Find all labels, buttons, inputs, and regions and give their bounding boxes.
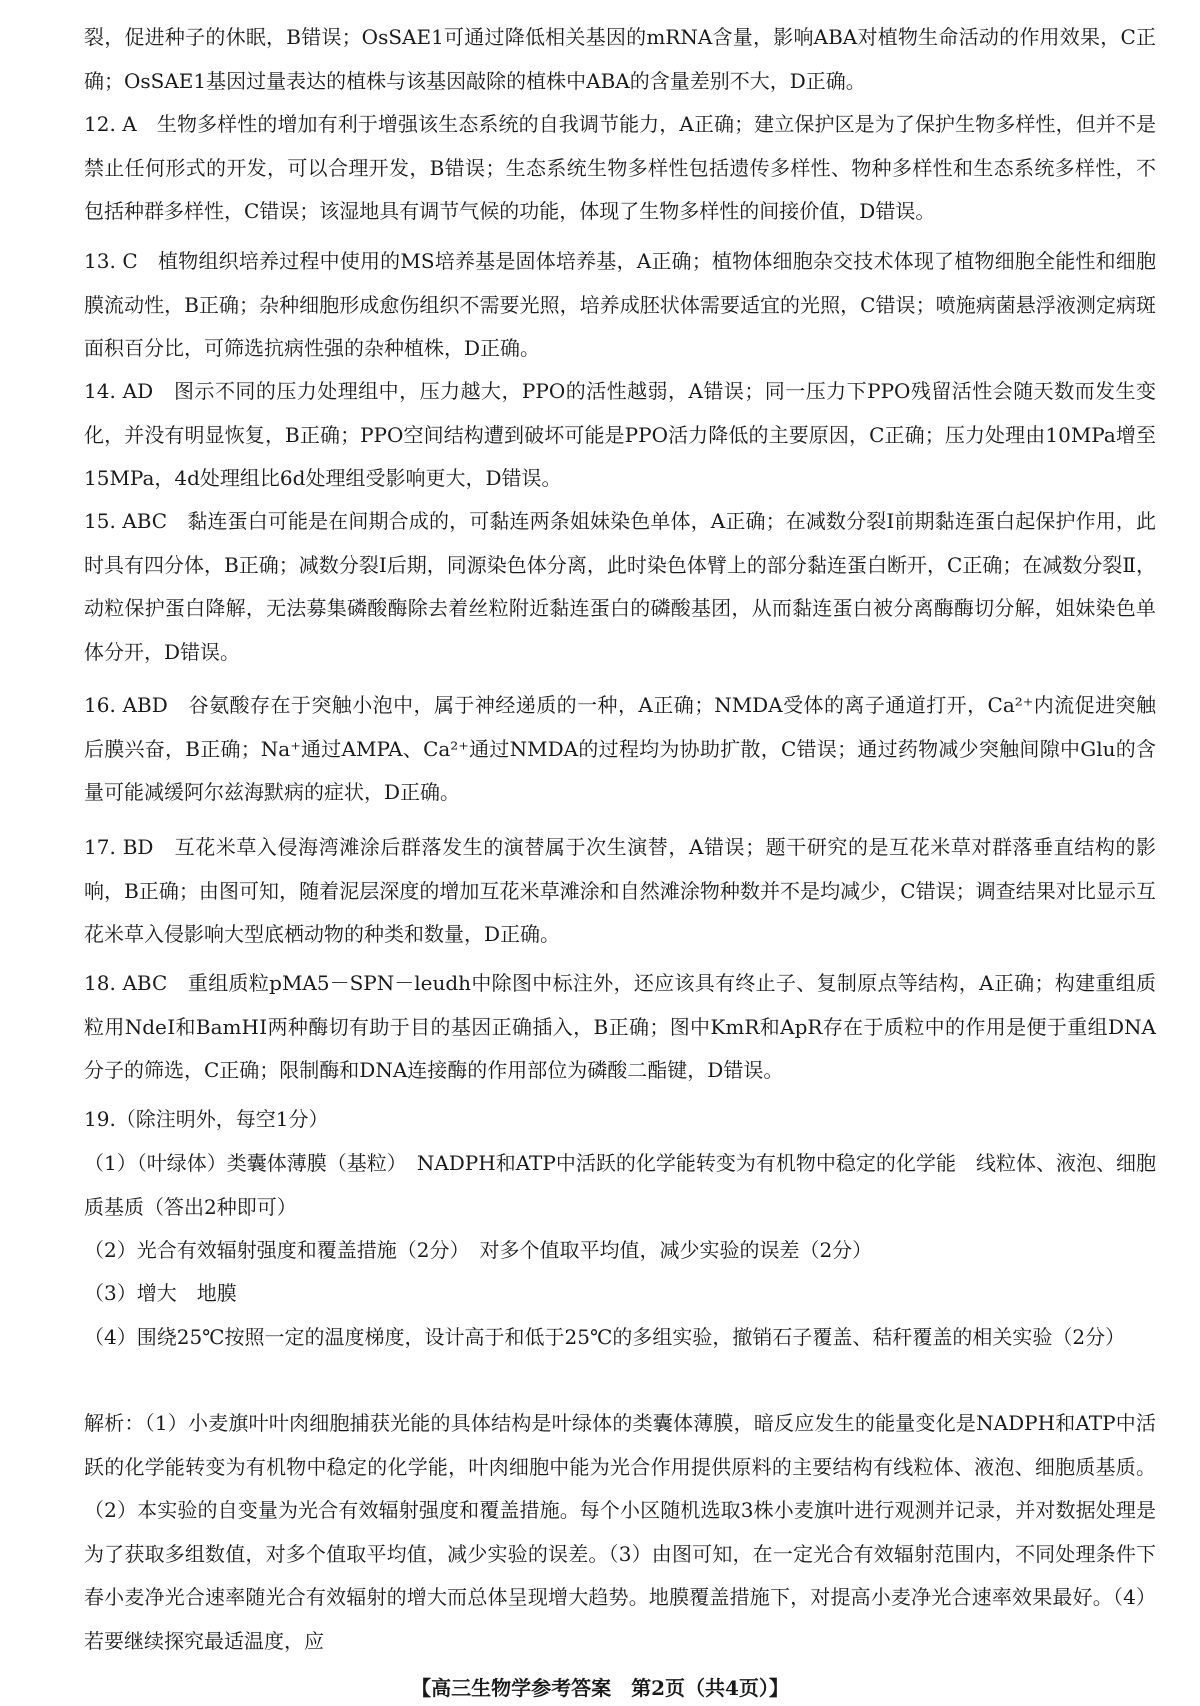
q11-continuation: 裂，促进种子的休眠，B错误；OsSAE1可通过降低相关基因的mRNA含量，影响ABA对植物生命活动的作用效果，C正确；OsSAE1基因过量表达的植株与该基因敲除的植株中ABA的含量差别不大，D正确。 [84,25,1156,93]
q15-answer: 15. ABC 黏连蛋白可能是在间期合成的，可黏连两条姐妹染色单体，A正确；在减数分裂Ⅰ前期黏连蛋白起保护作用，此时具有四分体，B正确；减数分裂Ⅰ后期，同源染色体分离，此时染色体臂上的部分黏连蛋白断开，C正确；在减数分裂Ⅱ，动粒保护蛋白降解，无法募集磷酸酶除去着丝粒附近黏连蛋白的磷酸基团，从而黏连蛋白被分离酶酶切分解，姐妹染色单体分开，D错误。 [84,509,1156,664]
q19-answer-2: （2）光合有效辐射强度和覆盖措施（2分） 对多个值取平均值，减少实验的误差（2分） [84,1238,873,1262]
q17-answer: 17. BD 互花米草入侵海湾滩涂后群落发生的演替属于次生演替，A错误；题干研究的是互花米草对群落垂直结构的影响，B正确；由图可知，随着泥层深度的增加互花米草滩涂和自然滩涂物种数并不是均减少，C错误；调查结果对比显示互花米草入侵影响大型底栖动物的种类和数量，D正确。 [84,835,1156,946]
q12-answer: 12. A 生物多样性的增加有利于增强该生态系统的自我调节能力，A正确；建立保护区是为了保护生物多样性，但并不是禁止任何形式的开发，可以合理开发，B错误；生态系统生物多样性包括遗传多样性、物种多样性和生态系统多样性，不包括种群多样性，C错误；该湿地具有调节气候的功能，体现了生物多样性的间接价值，D错误。 [84,112,1156,223]
q16-answer: 16. ABD 谷氨酸存在于突触小泡中，属于神经递质的一种，A正确；NMDA受体的离子通道打开，Ca²⁺内流促进突触后膜兴奋，B正确；Na⁺通过AMPA、Ca²⁺通过NMDA的过程均为协助扩散，C错误；通过药物减少突触间隙中Glu的含量可能减缓阿尔兹海默病的症状，D正确。 [84,693,1156,804]
q19-heading: 19.（除注明外，每空1分） [84,1107,329,1131]
q19-answer-1: （1）（叶绿体）类囊体薄膜（基粒） NADPH和ATP中活跃的化学能转变为有机物中稳定的化学能 线粒体、液泡、细胞质基质（答出2种即可） [84,1151,1156,1219]
q18-answer: 18. ABC 重组质粒pMA5－SPN－leudh中除图中标注外，还应该具有终止子、复制原点等结构，A正确；构建重组质粒用NdeⅠ和BamHⅠ两种酶切有助于目的基因正确插入，B正确；图中KmR和ApR存在于质粒中的作用是便于重组DNA分子的筛选，C正确；限制酶和DNA连接酶的作用部位为磷酸二酯键，D错误。 [84,971,1156,1082]
q19-explanation: 解析：（1）小麦旗叶叶肉细胞捕获光能的具体结构是叶绿体的类囊体薄膜，暗反应发生的能量变化是NADPH和ATP中活跃的化学能转变为有机物中稳定的化学能，叶肉细胞中能为光合作用提供原料的主要结构有线粒体、液泡、细胞质基质。（2）本实验的自变量为光合有效辐射强度和覆盖措施。每个小区随机选取3株小麦旗叶进行观测并记录，并对数据处理是为了获取多组数值，对多个值取平均值，减少实验的误差。（3）由图可知，在一定光合有效辐射范围内，不同处理条件下春小麦净光合速率随光合有效辐射的增大而总体呈现增大趋势。地膜覆盖措施下，对提高小麦净光合速率效果最好。（4）若要继续探究最适温度，应 [84,1411,1156,1653]
q13-answer: 13. C 植物组织培养过程中使用的MS培养基是固体培养基，A正确；植物体细胞杂交技术体现了植物细胞全能性和细胞膜流动性，B正确；杂种细胞形成愈伤组织不需要光照，培养成胚状体需要适宜的光照，C错误；喷施病菌悬浮液测定病斑面积百分比，可筛选抗病性强的杂种植株，D正确。 [84,249,1156,360]
q19-answer-4: （4）围绕25℃按照一定的温度梯度，设计高于和低于25℃的多组实验，撤销石子覆盖、秸秆覆盖的相关实验（2分） [84,1325,1126,1349]
q14-answer: 14. AD 图示不同的压力处理组中，压力越大，PPO的活性越弱，A错误；同一压力下PPO残留活性会随天数而发生变化，并没有明显恢复，B正确；PPO空间结构遭到破坏可能是PPO活力降低的主要原因，C正确；压力处理由10MPa增至15MPa，4d处理组比6d处理组受影响更大，D错误。 [84,379,1156,490]
q19-answer-3: （3）增大 地膜 [84,1281,237,1305]
page-footer: 【高三生物学参考答案 第2页（共4页）】 [411,1676,789,1700]
